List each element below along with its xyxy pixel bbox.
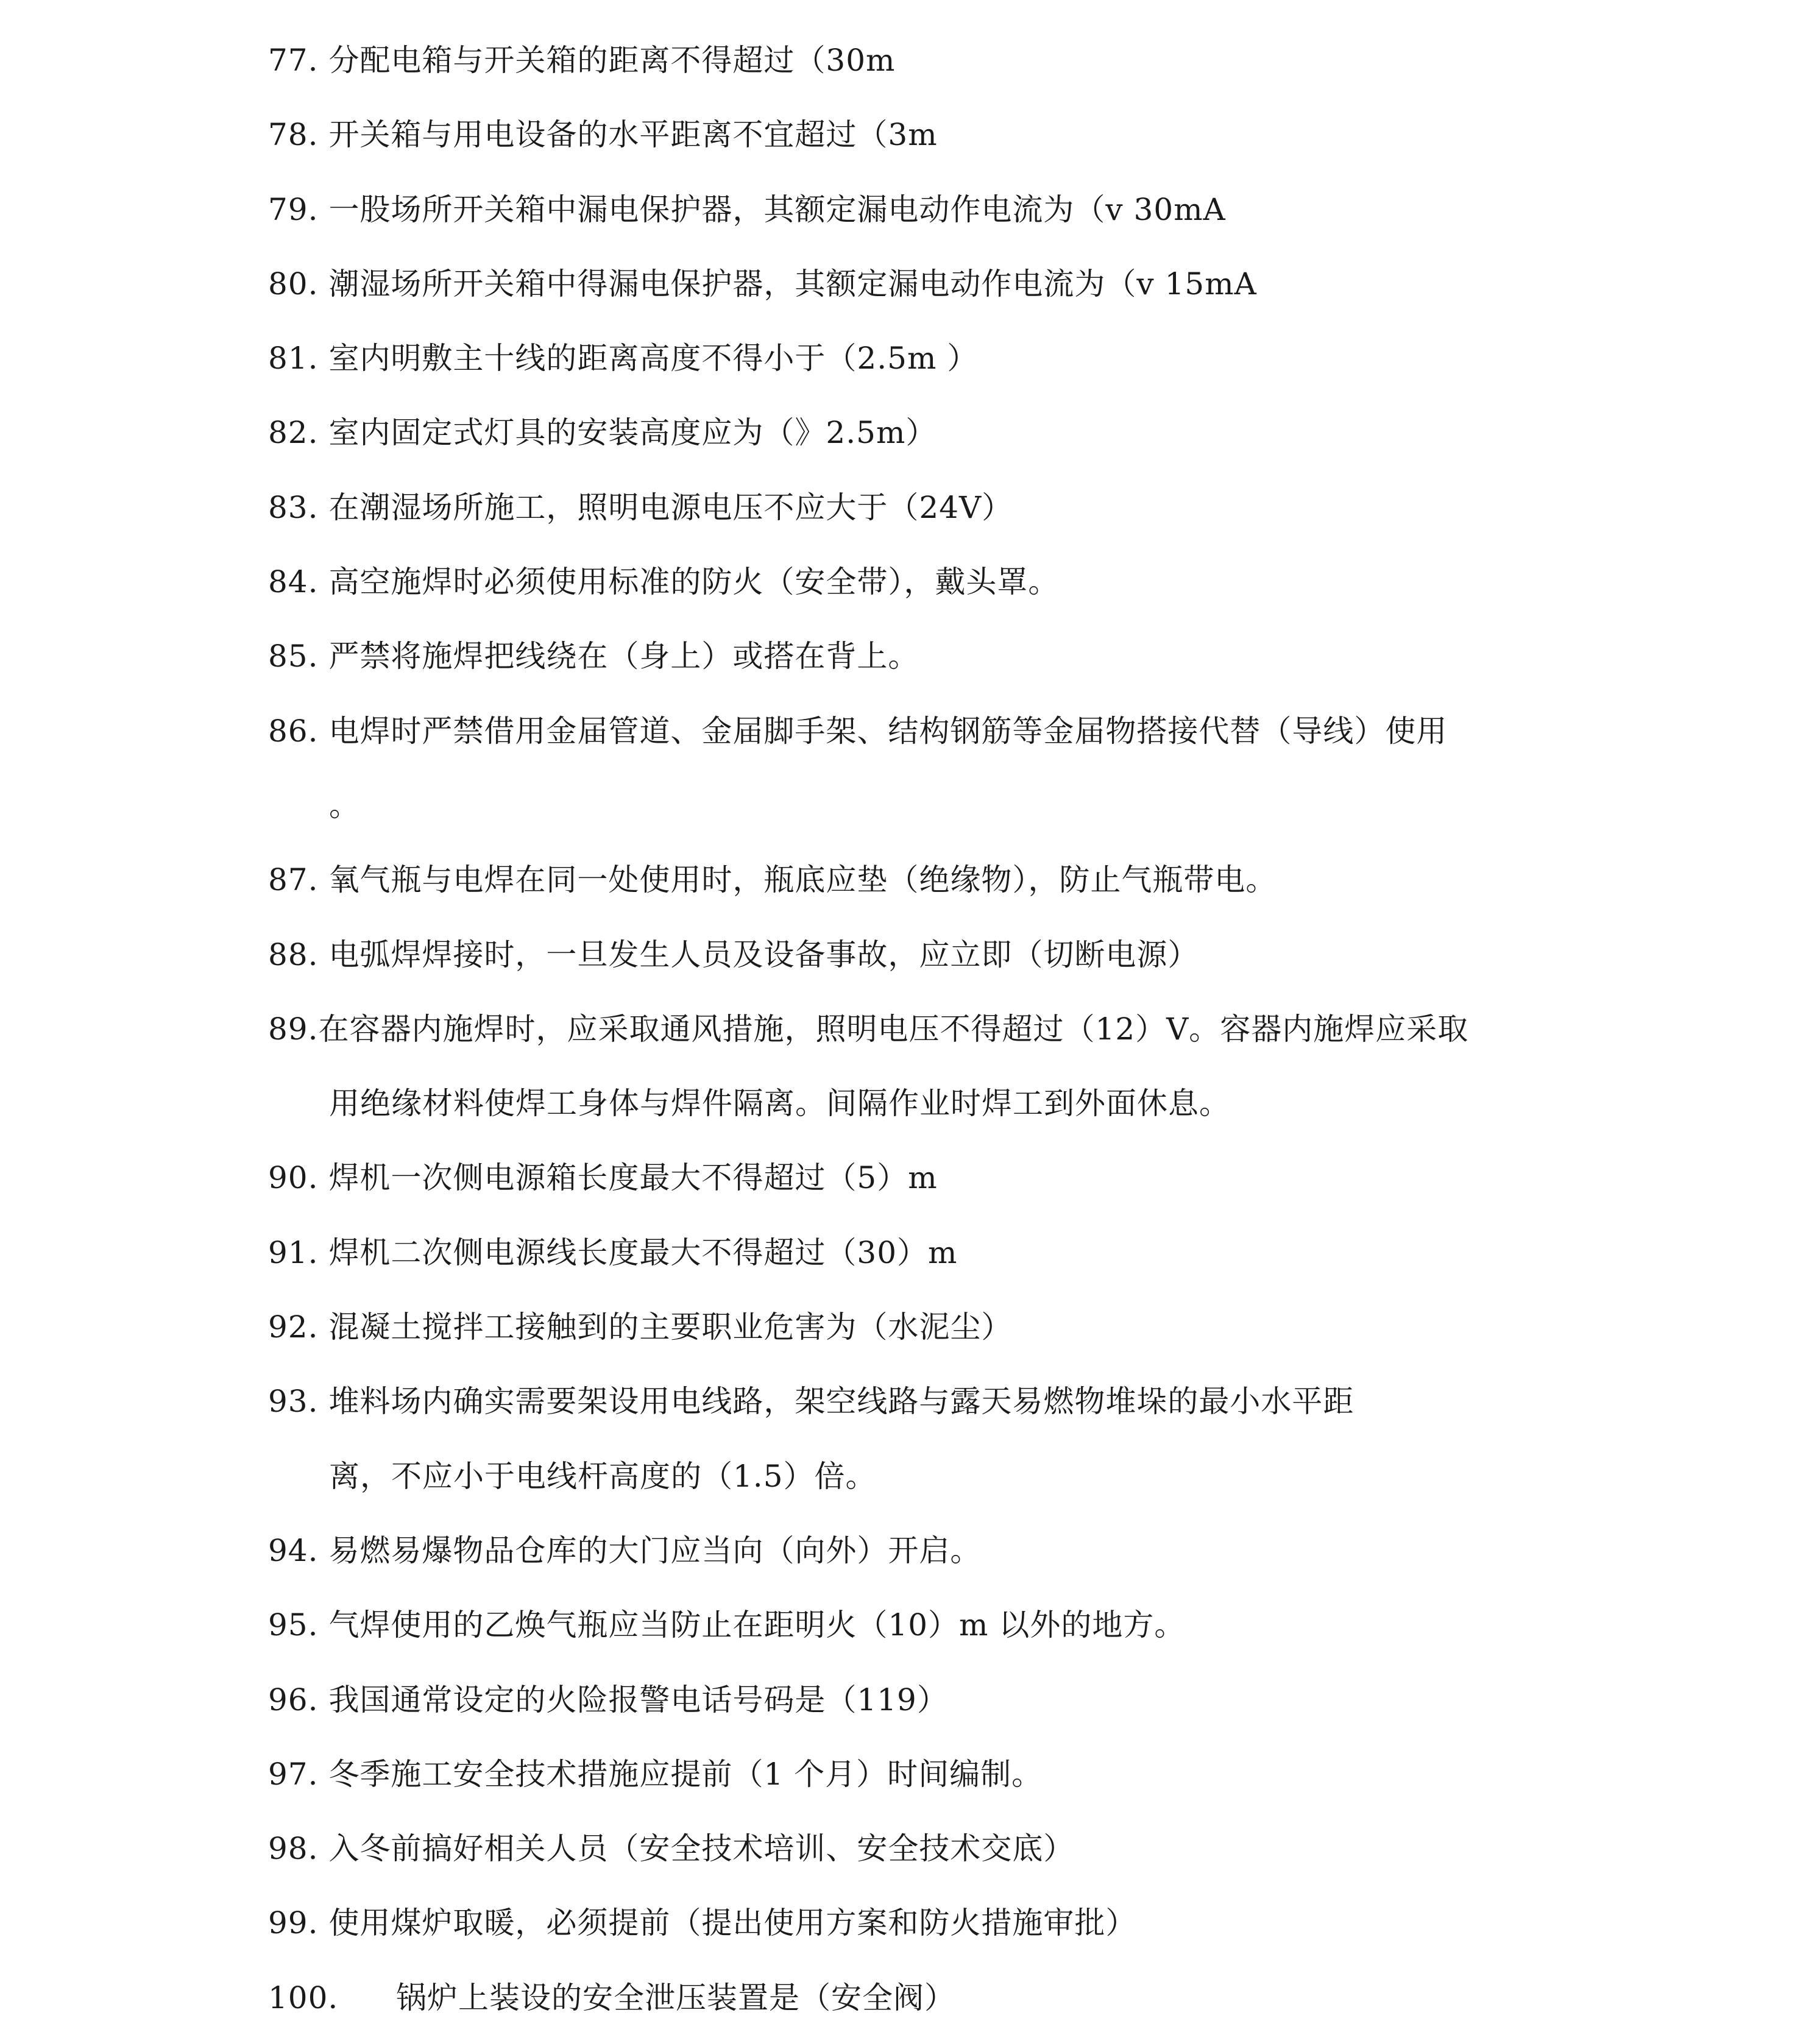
item-text: 焊机一次侧电源箱长度最大不得超过（5）m	[328, 1160, 938, 1196]
item-number: 81.	[268, 341, 319, 377]
item-number: 88.	[268, 936, 319, 972]
list-item	[268, 172, 1609, 247]
list-item	[268, 1811, 1609, 1886]
item-number: 83.	[268, 489, 319, 525]
item-text: 高空施焊时必须使用标准的防火（安全带），戴头罩。	[328, 564, 1060, 600]
item-text: 室内固定式灯具的安装高度应为（》2.5m）	[328, 415, 937, 451]
item-text: 严禁将施焊把线绕在（身上）或搭在背上。	[328, 639, 919, 674]
list-item	[268, 247, 1609, 321]
document-body	[268, 23, 1609, 2035]
item-text: 锅炉上装设的安全泄压装置是（安全阀）	[396, 1980, 955, 2016]
item-number: 100.	[268, 1980, 339, 2016]
item-text: 。	[329, 787, 360, 823]
item-number: 93.	[268, 1384, 319, 1420]
item-number: 82.	[268, 415, 319, 451]
list-item	[268, 545, 1609, 619]
item-text: 离，不应小于电线杆高度的（1.5）倍。	[329, 1458, 877, 1494]
item-text: 混凝土搅拌工接触到的主要职业危害为（水泥尘）	[328, 1309, 1013, 1345]
item-text: 气焊使用的乙焕气瓶应当防止在距明火（10）m 以外的地方。	[328, 1607, 1186, 1643]
list-item	[268, 1886, 1609, 1960]
item-text: 室内明敷主十线的距离高度不得小于（2.5m ）	[328, 341, 979, 377]
item-number: 84.	[268, 564, 319, 600]
item-number: 91.	[268, 1234, 319, 1270]
item-text: 开关箱与用电设备的水平距离不宜超过（3m	[328, 117, 938, 153]
list-item	[268, 843, 1609, 917]
list-item	[268, 992, 1609, 1066]
item-number: 94.	[268, 1532, 319, 1568]
item-text: 易燃易爆物品仓库的大门应当向（向外）开启。	[328, 1532, 982, 1568]
list-item	[268, 619, 1609, 693]
list-item	[268, 1290, 1609, 1364]
list-item	[268, 395, 1609, 470]
list-item	[268, 321, 1609, 395]
item-number: 87.	[268, 862, 319, 898]
item-number: 99.	[268, 1905, 319, 1941]
item-text: 冬季施工安全技术措施应提前（1 个月）时间编制。	[328, 1756, 1043, 1792]
item-text: 用绝缘材料使焊工身体与焊件隔离。间隔作业时焊工到外面休息。	[329, 1086, 1230, 1122]
item-text: 入冬前搞好相关人员（安全技术培训、安全技术交底）	[328, 1831, 1075, 1867]
list-item	[268, 1141, 1609, 1215]
item-text: 电焊时严禁借用金届管道、金届脚手架、结构钢筋等金届物搭接代替（导线）使用	[328, 713, 1448, 749]
list-item	[268, 1364, 1609, 1439]
item-text: 堆料场内确实需要架设用电线路，架空线路与露天易燃物堆垛的最小水平距	[328, 1384, 1354, 1420]
item-text: 氧气瓶与电焊在同一处使用时，瓶底应垫（绝缘物），防止气瓶带电。	[328, 862, 1277, 898]
item-text: 在容器内施焊时，应采取通风措施，照明电压不得超过（12）V。容器内施焊应采取	[318, 1011, 1469, 1047]
list-item-continuation	[268, 1439, 1609, 1513]
item-number: 90.	[268, 1160, 319, 1196]
item-number: 79.	[268, 191, 319, 227]
item-text: 潮湿场所开关箱中得漏电保护器，其额定漏电动作电流为（v 15mA	[328, 266, 1257, 302]
item-text: 在潮湿场所施工，照明电源电压不应大于（24V）	[328, 489, 1013, 525]
list-item	[268, 1737, 1609, 1811]
list-item	[268, 470, 1609, 545]
item-number: 85.	[268, 639, 319, 674]
list-item	[268, 918, 1609, 992]
item-number: 89.	[268, 1011, 319, 1047]
item-number: 97.	[268, 1756, 319, 1792]
item-text: 焊机二次侧电源线长度最大不得超过（30）m	[328, 1234, 958, 1270]
list-item-continuation	[268, 1066, 1609, 1141]
list-item	[268, 23, 1609, 97]
item-number: 86.	[268, 713, 319, 749]
item-number: 77.	[268, 43, 319, 78]
list-item	[268, 1588, 1609, 1662]
list-item	[268, 97, 1609, 172]
list-item	[268, 1961, 1609, 2035]
item-number: 96.	[268, 1682, 319, 1718]
item-number: 95.	[268, 1607, 319, 1643]
item-number: 98.	[268, 1831, 319, 1867]
list-item	[268, 694, 1609, 768]
item-text: 一股场所开关箱中漏电保护器，其额定漏电动作电流为（v 30mA	[328, 191, 1226, 227]
item-number: 92.	[268, 1309, 319, 1345]
item-text: 我国通常设定的火险报警电话号码是（119）	[328, 1682, 948, 1718]
list-item	[268, 1663, 1609, 1737]
item-number: 78.	[268, 117, 319, 153]
list-item	[268, 1216, 1609, 1290]
item-text: 电弧焊焊接时，一旦发生人员及设备事故，应立即（切断电源）	[328, 936, 1199, 972]
item-number: 80.	[268, 266, 319, 302]
item-text: 使用煤炉取暖，必须提前（提出使用方案和防火措施审批）	[328, 1905, 1137, 1941]
item-text: 分配电箱与开关箱的距离不得超过（30m	[328, 43, 896, 78]
list-item	[268, 1513, 1609, 1588]
list-item-continuation	[268, 768, 1609, 843]
